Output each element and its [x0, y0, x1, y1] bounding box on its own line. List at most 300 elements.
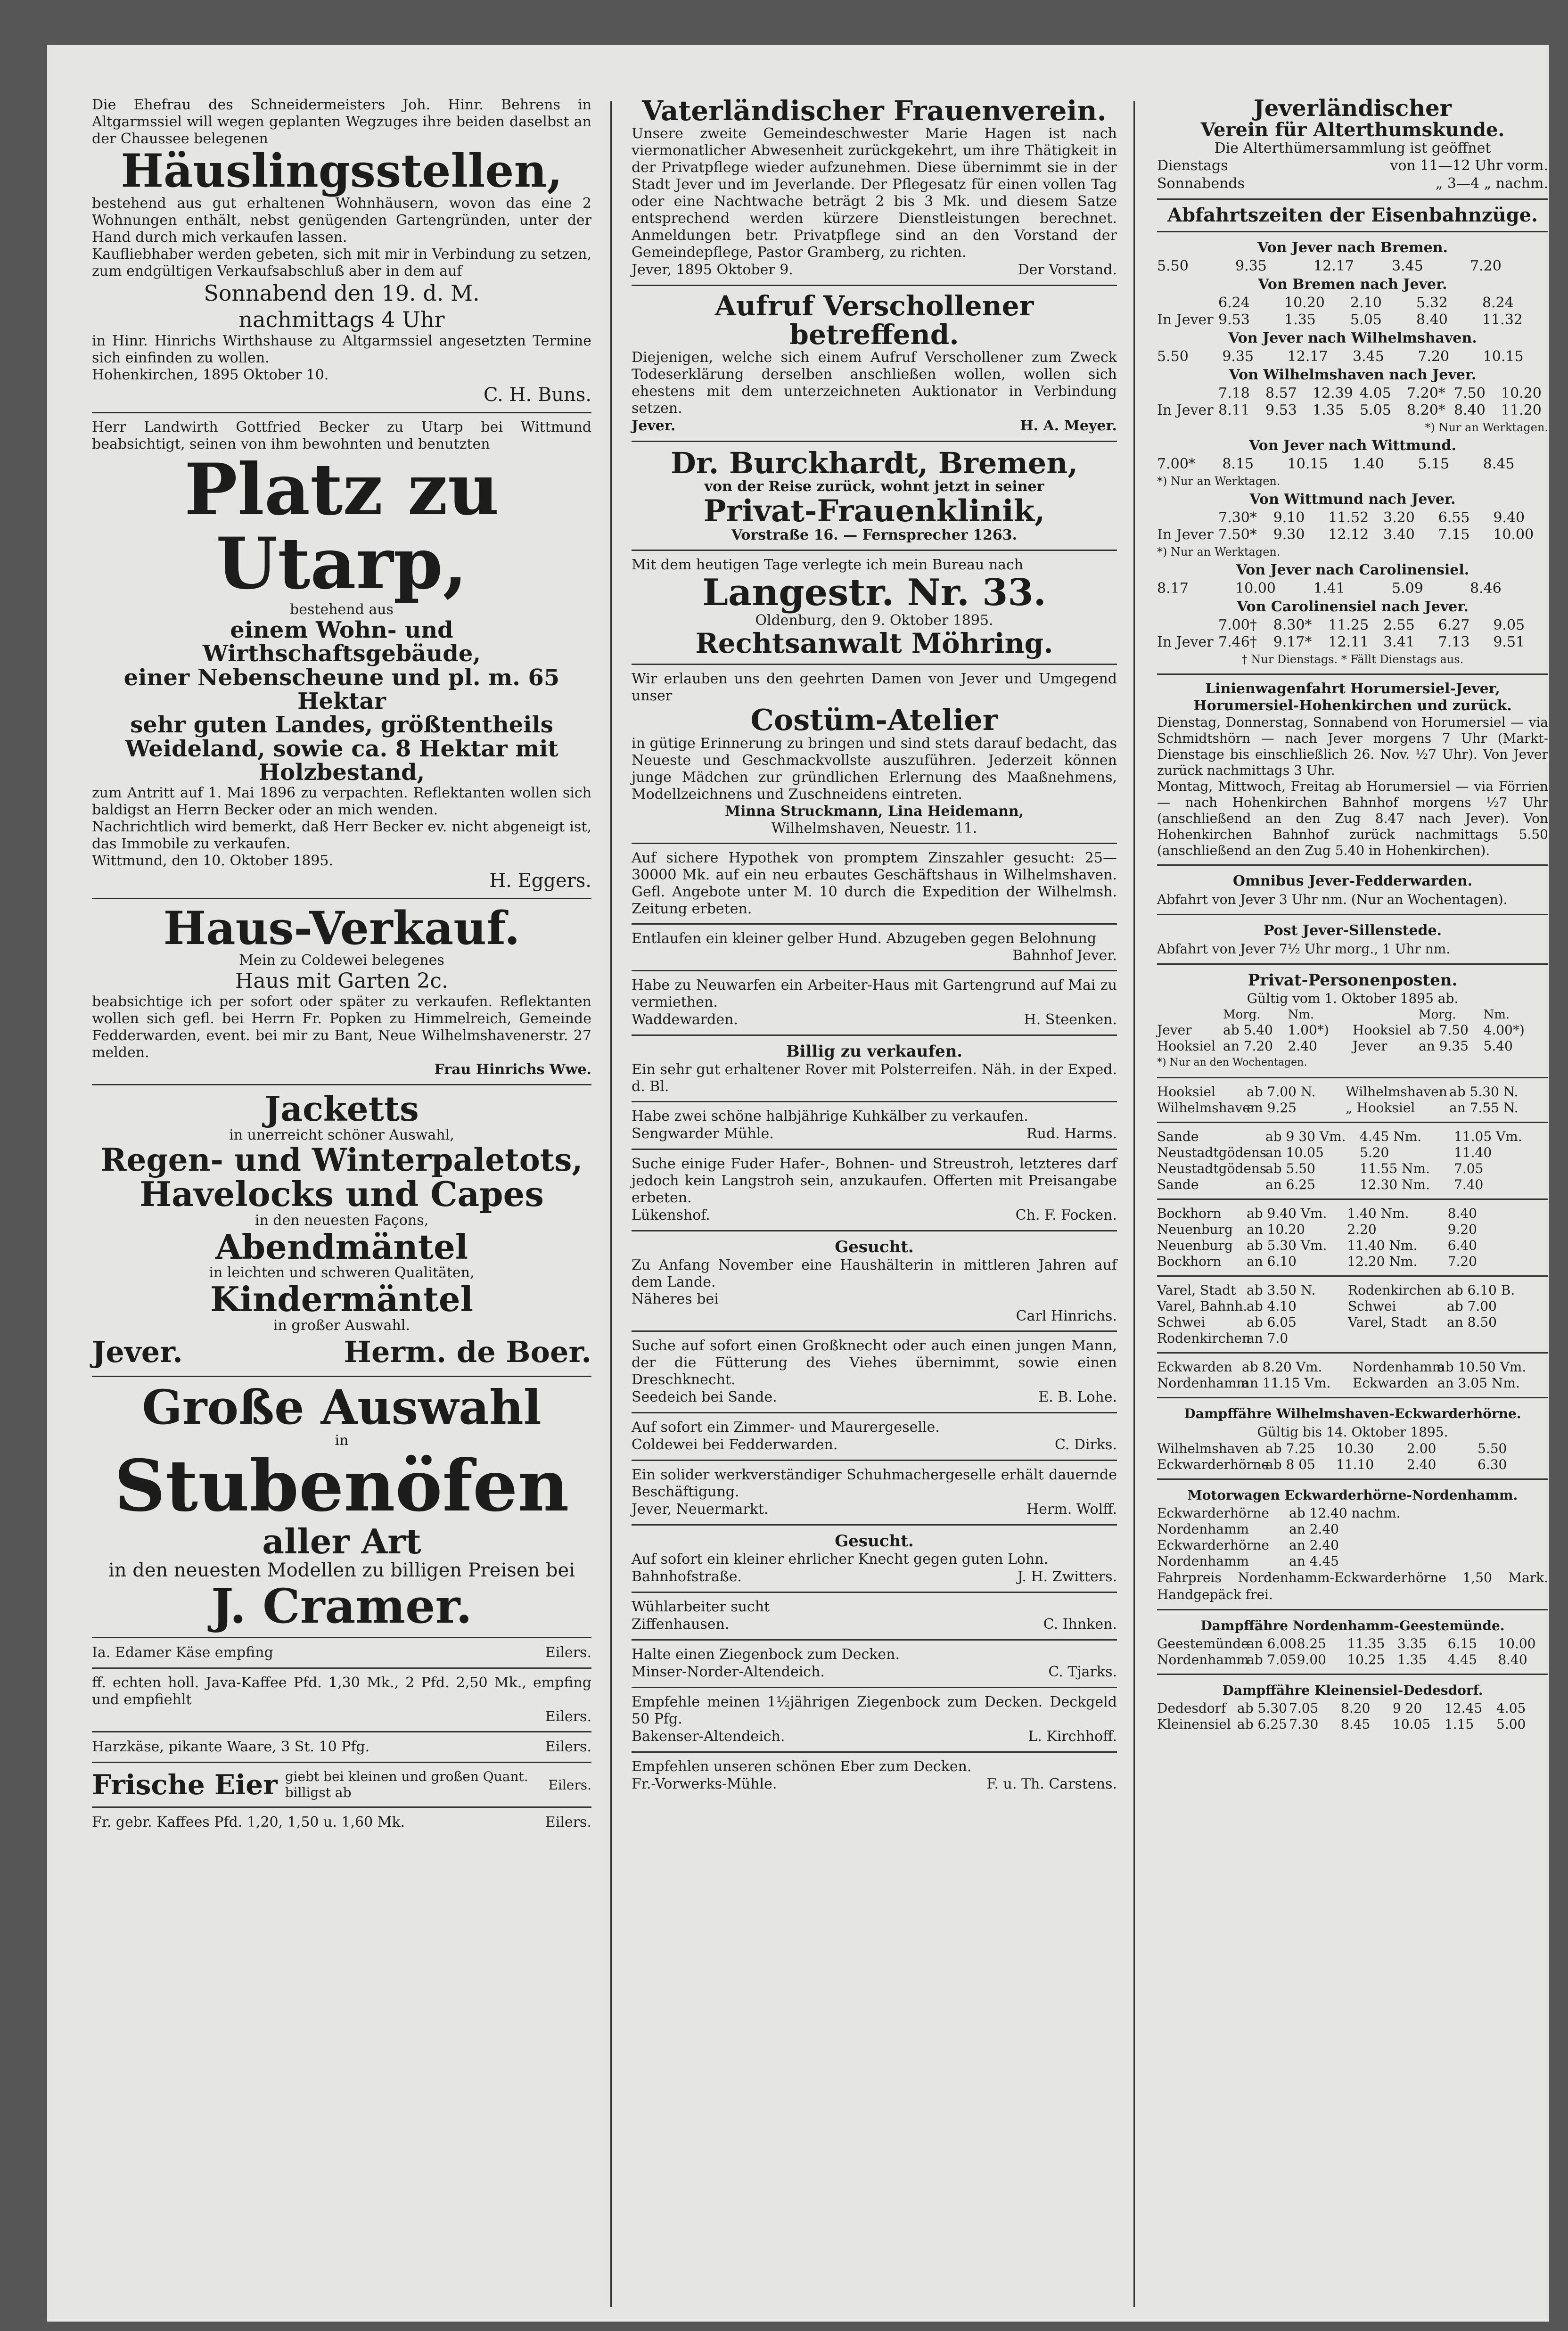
- ad-eilers-harzkaese: [92, 1738, 591, 1756]
- timetable-cell: 3.40: [1383, 526, 1415, 543]
- timetable-cell: [1157, 617, 1218, 634]
- timetable-cell: 8.57: [1265, 385, 1297, 402]
- ad-text: Näheres bei: [632, 1290, 719, 1307]
- timetable-row: [1157, 634, 1548, 651]
- ad-headline: Langestr. Nr. 33.: [702, 571, 1046, 614]
- timetable-row: [1157, 348, 1548, 365]
- timetable-row: [1157, 385, 1548, 402]
- timetable-cell: 5.50: [1478, 1441, 1507, 1457]
- timetable-cell: 12.30 Nm.: [1360, 1177, 1430, 1193]
- ad-billig-verkaufen: [632, 1042, 1117, 1095]
- timetable-cell: 5.40: [1483, 1038, 1513, 1054]
- separator: [1157, 1198, 1548, 1200]
- timetable-row: [1157, 1238, 1548, 1254]
- timetable-cell: 7.20: [1418, 348, 1450, 365]
- timetable-cell: Bockhorn: [1157, 1206, 1222, 1222]
- timetable-cell: 11.32: [1482, 312, 1523, 328]
- ad-text: Mit dem heutigen Tage verlegte ich mein Bureau nach: [632, 556, 1024, 573]
- timetable-cell: Schwei: [1157, 1314, 1206, 1330]
- timetable-cell: 8.24: [1482, 295, 1514, 312]
- timetable-cell: an 10.05: [1265, 1145, 1324, 1161]
- ad-entlaufen: [632, 930, 1117, 964]
- timetable-cell: 7.20: [1447, 1254, 1477, 1270]
- timetable-cell: 8.45: [1483, 456, 1515, 473]
- ad-text: Suche einige Fuder Hafer-, Bohnen- und Streustroh, letzteres darf jedoch kein Langstroh sein, anzukaufen. Offerten mit Preisangabe erbeten.: [632, 1155, 1117, 1206]
- ad-ziegenbock-kirchhoff: [632, 1694, 1117, 1746]
- column-divider: [1133, 101, 1135, 2307]
- ad-headline: Abendmäntel: [215, 1226, 468, 1267]
- timetable-cell: an 3.05 Nm.: [1437, 1375, 1520, 1391]
- timetable-cell: ab 6.10 B.: [1447, 1282, 1515, 1298]
- ad-headline: Haus-Verkauf.: [163, 901, 520, 955]
- timetable-note: *) Nur an den Wochentagen.: [1157, 1057, 1307, 1069]
- ad-headline: Gesucht.: [835, 1237, 914, 1256]
- ad-place: Jever, Neuermarkt.: [632, 1501, 769, 1518]
- timetable-cell: 11.40: [1454, 1145, 1492, 1161]
- separator: [1157, 673, 1548, 675]
- ad-haus-verkauf: [92, 901, 591, 1079]
- ad-signature: F. u. Th. Carstens.: [986, 1775, 1117, 1792]
- ad-signature: Eilers.: [548, 1777, 591, 1793]
- timetable-cell: an 7.55 N.: [1449, 1100, 1519, 1116]
- ad-headline: Stubenöfen: [114, 1445, 569, 1527]
- route-heading: Von Wittmund nach Jever.: [1249, 491, 1456, 508]
- timetable-cell: Nm.: [1288, 1008, 1314, 1022]
- ad-text: Diejenigen, welche sich einem Aufruf Verschollener zum Zweck Todeserklärung derselben anschließen wollen, wollen sich ehestens mit dem unterzeichneten Auktionator in Verbindung setzen.: [632, 349, 1117, 417]
- ad-address: Wilhelmshaven, Neuestr. 11.: [771, 820, 977, 837]
- timetable-cell: Eckwarderhörne: [1157, 1537, 1269, 1553]
- timetable-cell: 11.40 Nm.: [1347, 1238, 1418, 1254]
- timetable-row: [1157, 1177, 1548, 1193]
- timetable-cell: 7.18: [1218, 385, 1250, 402]
- timetable-cell: ab 3.50 N.: [1247, 1282, 1316, 1298]
- ad-place-date: Oldenburg, den 9. Oktober 1895.: [755, 612, 993, 629]
- ad-text: Habe zwei schöne halbjährige Kuhkälber zu verkaufen.: [632, 1108, 1028, 1124]
- ad-signature: Herm. de Boer.: [344, 1335, 591, 1369]
- ad-headline: aller Art: [262, 1521, 421, 1561]
- separator: [632, 550, 1117, 551]
- timetable-row: [1157, 295, 1548, 312]
- route-heading: Von Jever nach Wittmund.: [1249, 437, 1456, 454]
- ad-signature: C. Tjarks.: [1048, 1663, 1117, 1680]
- ad-text: in großer Auswahl.: [273, 1317, 410, 1334]
- ad-headline: Dr. Burckhardt, Bremen,: [670, 445, 1078, 480]
- timetable-note: *) Nur an Werktagen.: [1425, 421, 1548, 435]
- timetable-cell: 11.20: [1501, 402, 1542, 419]
- separator: [632, 1524, 1117, 1526]
- ad-signature: E. B. Lohe.: [1038, 1388, 1117, 1405]
- timetable-row: [1157, 1521, 1548, 1537]
- ad-eber: [632, 1758, 1117, 1793]
- timetable-cell: 7.20: [1470, 258, 1502, 275]
- timetable-group: [1157, 1505, 1548, 1569]
- ad-text: Abfahrt von Jever 3 Uhr nm. (Nur an Wochentagen).: [1157, 892, 1508, 908]
- ad-text: in den neuesten Façons,: [254, 1212, 429, 1229]
- timetable-cell: ab 12.40 nachm.: [1289, 1505, 1401, 1521]
- separator: [1157, 1397, 1548, 1398]
- timetable-cell: ab 5.40: [1223, 1022, 1273, 1038]
- timetable-cell: 6.15: [1447, 1636, 1477, 1652]
- timetable-cell: In Jever: [1157, 526, 1214, 543]
- separator: [1157, 231, 1548, 232]
- timetable-cell: an 7.20: [1223, 1038, 1273, 1054]
- timetable-cell: 7.13: [1438, 634, 1470, 651]
- timetable-cell: ab 4.10: [1247, 1298, 1297, 1314]
- timetable-cell: 8.40: [1498, 1652, 1527, 1668]
- timetable-cell: Eckwarderhörne: [1157, 1457, 1269, 1473]
- ad-place: Bakenser-Altendeich.: [632, 1728, 785, 1745]
- timetable-cell: 2.40: [1288, 1038, 1317, 1054]
- timetable-cell: 9.35: [1222, 348, 1254, 365]
- timetable-cell: [1353, 1007, 1419, 1022]
- timetable-cell: ab 5.50: [1265, 1161, 1315, 1177]
- timetable-cell: 7.50*: [1218, 526, 1257, 543]
- ad-address: Vorstraße 16. — Fernsprecher 1263.: [731, 526, 1018, 543]
- route-heading: Von Bremen nach Jever.: [1258, 276, 1447, 293]
- ad-arbeiter-haus: [632, 977, 1117, 1029]
- separator: [632, 441, 1117, 442]
- ad-text: Die Ehefrau des Schneidermeisters Joh. Hinr. Behrens in Altgarmssiel will wegen geplanten Wegzuges ihre beiden daselbst an der Chaussee belegenen: [92, 97, 591, 147]
- timetable-cell: 9.17*: [1273, 634, 1312, 651]
- ad-text: bestehend aus: [290, 601, 394, 618]
- timetable-group: [1157, 1636, 1548, 1668]
- timetable-cell: 11.52: [1328, 509, 1369, 526]
- timetable-cell: 8.20*: [1407, 402, 1445, 419]
- timetable-row: [1157, 1441, 1548, 1457]
- timetable-cell: Nordenhamm: [1157, 1375, 1249, 1391]
- ad-costuem-atelier: [632, 671, 1117, 837]
- ad-signature: J. H. Zwitters.: [1017, 1568, 1117, 1585]
- ad-alterthumskunde: [1157, 97, 1548, 193]
- ad-signature: Eilers.: [545, 1644, 591, 1661]
- separator: [1157, 1674, 1548, 1675]
- timetable-cell: Neustadtgödens: [1157, 1145, 1267, 1161]
- ad-kuhkaelber: [632, 1108, 1117, 1143]
- timetable-title: Privat-Personenposten.: [1248, 971, 1458, 990]
- ad-schuhmacher: [632, 1467, 1117, 1518]
- ad-headline: Vaterländischer Frauenverein.: [642, 95, 1107, 127]
- timetable-row: [1157, 1222, 1548, 1238]
- timetable-cell: ab 7.25: [1265, 1441, 1315, 1457]
- ad-place-date: Wittmund, den 10. Oktober 1895.: [92, 852, 334, 869]
- timetable-row: [1157, 1282, 1548, 1298]
- timetable-cell: 12.39: [1313, 385, 1353, 402]
- timetable-cell: 7.30*: [1218, 509, 1257, 526]
- ad-eilers-gebr-kaffee: [92, 1814, 591, 1831]
- ad-text: Ein sehr gut erhaltener Rover mit Polsterreifen. Näh. in der Exped. d. Bl.: [632, 1061, 1117, 1095]
- separator: [632, 843, 1117, 844]
- column-right: [1157, 97, 1548, 2312]
- timetable-cell: 2.00: [1407, 1441, 1437, 1457]
- timetable-cell: an 2.40: [1289, 1521, 1339, 1537]
- ad-aufruf-verschollener: [632, 289, 1117, 435]
- ad-place: Bahnhofstraße.: [632, 1568, 742, 1585]
- timetable-cell: 8.40: [1447, 1206, 1477, 1222]
- timetable-cell: 9.53: [1265, 402, 1297, 419]
- timetable-header: [1157, 1007, 1548, 1022]
- separator: [632, 1460, 1117, 1461]
- timetable-cell: ab 7.50: [1419, 1022, 1469, 1038]
- ad-headline: Kindermäntel: [210, 1279, 473, 1320]
- timetable-cell: 10.25: [1347, 1652, 1385, 1668]
- ad-place: Jever.: [632, 417, 676, 434]
- private-post-timetable: [1157, 970, 1548, 1391]
- timetable-cell: 1.15: [1445, 1716, 1474, 1732]
- ferry-wilhelmshaven: [1157, 1404, 1548, 1473]
- timetable-cell: 8.30*: [1273, 617, 1312, 634]
- timetable-cell: Wilhelmshaven: [1157, 1441, 1259, 1457]
- ad-feature: sehr guten Landes, größtentheils Weideland, sowie ca. 8 Hektar mit Holzbestand,: [125, 712, 558, 786]
- timetable-group: [1157, 1282, 1548, 1346]
- timetable-cell: Varel, Stadt: [1348, 1314, 1427, 1330]
- ad-place-date: Hohenkirchen, 1895 Oktober 10.: [92, 366, 329, 383]
- timetable-cell: 12.12: [1328, 526, 1369, 543]
- ad-headline: Aufruf Verschollener betreffend.: [714, 289, 1034, 351]
- timetable-title: Dampffähre Kleinensiel-Dedesdorf.: [1222, 1683, 1483, 1699]
- timetable-row: [1157, 456, 1548, 473]
- timetable-title: Motorwagen Eckwarderhörne-Nordenhamm.: [1187, 1487, 1518, 1503]
- ad-signature: C. Ihnken.: [1043, 1616, 1117, 1633]
- timetable-row: [1157, 1457, 1548, 1473]
- timetable-row: [1157, 1505, 1548, 1521]
- timetable-cell: 1.41: [1314, 580, 1345, 597]
- separator: [92, 1731, 591, 1732]
- ad-headline: Jacketts: [264, 1089, 419, 1129]
- ad-hypothek: Auf sichere Hypothek von promptem Zinszahler gesucht: 25—30000 Mk. auf ein neu erbautes Geschäftshaus in Wilhelmshaven. Gefl. Angebote unter M. 10 durch die Expedition der Wilhelmsh. Zeitung erbeten.: [632, 849, 1117, 917]
- timetable-cell: 8.45: [1341, 1716, 1371, 1732]
- timetable-cell: 1.40: [1352, 456, 1384, 473]
- timetable-row: [1157, 1022, 1548, 1038]
- timetable-cell: ab 9 30 Vm.: [1265, 1129, 1346, 1145]
- ad-signature: Herm. Wolff.: [1026, 1501, 1117, 1518]
- ad-eilers-kaffee: ff. echten holl. Java-Kaffee Pfd. 1,30 Mk., 2 Pfd. 2,50 Mk., empfing und empfiehlt: [92, 1674, 591, 1708]
- ad-burckhardt: [632, 445, 1117, 544]
- timetable-cell: 12.11: [1328, 634, 1369, 651]
- timetable-cell: 2.20: [1347, 1222, 1377, 1238]
- timetable-group: [1157, 1206, 1548, 1270]
- ad-text: Herr Landwirth Gottfried Becker zu Utarp bei Wittmund beabsichtigt, seinen von ihm bewohnten und benutzten: [92, 419, 591, 452]
- ad-headline: Große Auswahl: [142, 1379, 542, 1435]
- timetable-cell: 4.00*): [1483, 1022, 1525, 1038]
- timetable-row: [1157, 1359, 1548, 1375]
- ad-headline: Jeverländischer: [1254, 95, 1452, 122]
- timetable-group: [1157, 1129, 1548, 1193]
- timetable-cell: [1157, 509, 1218, 526]
- timetable-cell: 5.50: [1157, 348, 1189, 365]
- ad-place: Minser-Norder-Altendeich.: [632, 1663, 825, 1680]
- ad-wuehlarbeiter: [632, 1599, 1117, 1633]
- timetable-cell: 8.17: [1157, 580, 1189, 597]
- timetable-cell: 9.40: [1493, 509, 1525, 526]
- auction-time: nachmittags 4 Uhr: [238, 306, 445, 332]
- timetable-cell: 3.45: [1352, 348, 1384, 365]
- timetable-cell: 10.00: [1498, 1636, 1536, 1652]
- timetable-cell: ab 9.40 Vm.: [1247, 1206, 1327, 1222]
- ad-stroh: [632, 1156, 1117, 1224]
- timetable-cell: ab 5.30: [1237, 1700, 1287, 1716]
- timetable-cell: Rodenkirchen: [1157, 1330, 1251, 1346]
- ad-text: Habe zu Neuwarfen ein Arbeiter-Haus mit Gartengrund auf Mai zu vermiethen.: [632, 977, 1117, 1010]
- ad-headline: Platz zu Utarp,: [184, 448, 499, 606]
- ad-text: in gütige Erinnerung zu bringen und sind stets darauf bedacht, das Neueste und Geschmackvollste auszuführen. Jederzeit können junge Mädchen zur gründlichen Erlernung des Maaßnehmens, Modellzeichnens und Zuschneidens eintreten.: [632, 735, 1117, 803]
- ferry-geestemuende: [1157, 1616, 1548, 1668]
- timetable-cell: Jever: [1157, 1022, 1192, 1038]
- timetable-row: [1157, 258, 1548, 275]
- timetable-cell: 10.15: [1483, 348, 1524, 365]
- separator: [1157, 1352, 1548, 1354]
- separator: [632, 1149, 1117, 1150]
- separator: [632, 1592, 1117, 1593]
- ad-text: Suche auf sofort einen Großknecht oder auch einen jungen Mann, der die Fütterung des Viehes übernimmt, sowie einen Dreschknecht.: [632, 1337, 1117, 1388]
- timetable-cell: [1447, 1330, 1548, 1346]
- timetable-cell: an 9.35: [1419, 1038, 1469, 1054]
- timetable-cell: 11.05 Vm.: [1454, 1129, 1522, 1145]
- timetable-cell: 10.20: [1501, 385, 1542, 402]
- timetable-group: [1157, 1700, 1548, 1732]
- timetable-cell: 8.25: [1297, 1636, 1326, 1652]
- ad-text: Montag, Mittwoch, Freitag ab Horumersiel — via Förrien — nach Hohenkirchen Bahnhof morgens ½7 Uhr (anschließend an den Zug 8.47 nach Jever). Von Hohenkirchen Bahnhof zurück nachmittags 5.50 (anschließend an den Zug 5.40 in Hohenkirchen).: [1157, 779, 1548, 859]
- timetable-row: [1157, 1129, 1548, 1145]
- timetable-cell: Hooksiel: [1157, 1038, 1215, 1054]
- separator: [1157, 1478, 1548, 1480]
- timetable-cell: 12.17: [1287, 348, 1328, 365]
- timetable-cell: 8.20: [1341, 1700, 1371, 1716]
- timetable-cell: 5.50: [1157, 258, 1189, 275]
- ad-text: Dienstag, Donnerstag, Sonnabend von Horumersiel — via Schmidtshörn — nach Jever morgens 7 Uhr (Markt-Dienstage bis einschließlich 26. Nov. ½7 Uhr). Von Jever zurück nachmittags 3 Uhr.: [1157, 714, 1548, 779]
- separator: [1157, 914, 1548, 915]
- ad-eilers-kaese: [92, 1644, 591, 1662]
- ad-omnibus: [1157, 871, 1548, 908]
- timetable-cell: Wilhelmshaven: [1346, 1084, 1447, 1100]
- separator: [1157, 198, 1548, 200]
- ad-headline: Gesucht.: [835, 1531, 914, 1551]
- timetable-row: [1157, 1084, 1548, 1100]
- ad-text: Kaufliebhaber werden gebeten, sich mit mir in Verbindung zu setzen, zum endgültigen Verkaufsabschluß aber in dem auf: [92, 246, 591, 279]
- timetable-cell: 8.46: [1470, 580, 1502, 597]
- separator: [632, 1412, 1117, 1413]
- ad-de-boer-clothing: [92, 1091, 591, 1370]
- timetable-cell: Geestemünde: [1157, 1636, 1249, 1652]
- timetable-cell: 9.30: [1273, 526, 1305, 543]
- ad-text: Wühlarbeiter sucht: [632, 1598, 770, 1615]
- ad-text: Unsere zweite Gemeindeschwester Marie Hagen ist nach viermonatlicher Abwesenheit zurückgekehrt, um ihre Thätigkeit in der Privatpflege wieder aufzunehmen. Diese übernimmt sie in der Stadt Jever und im Jeverlande. Der Pflegesatz für einen vollen Tag oder eine Nachtwache beträgt 2 bis 3 Mk. und diesem Satze entsprechend werden kürzere Dienstleistungen berechnet. Anmeldungen betr. Privatpflege sind an den Vorstand der Gemeindepflege, Pastor Gramberg, zu richten.: [632, 125, 1117, 261]
- ad-text: Fr. gebr. Kaffees Pfd. 1,20, 1,50 u. 1,60 Mk.: [92, 1814, 405, 1831]
- ad-signature: Ch. F. Focken.: [1015, 1207, 1117, 1223]
- timetable-cell: ab 5.30 N.: [1449, 1084, 1519, 1100]
- ad-headline: Privat-Frauenklinik,: [703, 493, 1045, 529]
- opening-hours: von 11—12 Uhr vorm.: [1390, 157, 1548, 174]
- ad-signature: Minna Struckmann, Lina Heidemann,: [724, 803, 1024, 820]
- ad-text: in Hinr. Hinrichs Wirthshause zu Altgarmssiel angesetzten Termine sich einfinden zu wollen.: [92, 332, 591, 366]
- separator: [632, 664, 1117, 665]
- ad-text: in den neuesten Modellen zu billigen Preisen bei: [108, 1559, 575, 1582]
- timetable-cell: ab 7.00: [1447, 1298, 1497, 1314]
- timetable-cell: 7.46†: [1218, 634, 1257, 651]
- timetable-cell: [1157, 1007, 1223, 1022]
- ad-haeuslingsstellen: [92, 97, 591, 406]
- ad-text: Ein solider werkverständiger Schuhmachergeselle erhält dauernde Beschäftigung.: [632, 1466, 1117, 1500]
- timetable-cell: 10.00: [1235, 580, 1276, 597]
- timetable-cell: Neuenburg: [1157, 1238, 1233, 1254]
- timetable-cell: In Jever: [1157, 634, 1214, 651]
- ad-haushaelterin: [632, 1237, 1117, 1325]
- timetable-cell: 9.53: [1218, 312, 1250, 328]
- timetable-cell: Wilhelmshaven: [1157, 1100, 1259, 1116]
- newspaper-page: [47, 45, 1549, 2322]
- ad-headline: Häuslingsstellen,: [121, 144, 563, 197]
- ad-place: Ziffenhausen.: [632, 1616, 730, 1633]
- ad-headline: Costüm-Atelier: [750, 702, 998, 737]
- ad-feature: einer Nebenscheune und pl. m. 65 Hektar: [123, 664, 560, 714]
- ad-feature: einem Wohn- und Wirthschaftsgebäude,: [202, 616, 481, 667]
- timetable-cell: an 11.15 Vm.: [1242, 1375, 1331, 1391]
- separator: [1157, 1122, 1548, 1123]
- timetable-cell: 8.15: [1222, 456, 1254, 473]
- timetable-cell: Neuenburg: [1157, 1222, 1233, 1238]
- timetable-cell: Varel, Stadt: [1157, 1282, 1236, 1298]
- timetable-cell: 2.55: [1383, 617, 1415, 634]
- timetable-cell: 6.27: [1438, 617, 1470, 634]
- timetable-row: [1157, 526, 1548, 543]
- timetable-cell: 9.35: [1235, 258, 1267, 275]
- timetable-row: [1157, 1537, 1548, 1553]
- timetable-cell: 8.40: [1416, 312, 1448, 328]
- timetable-cell: Morg.: [1419, 1008, 1456, 1022]
- separator: [92, 1084, 591, 1085]
- timetable-cell: 11.35: [1347, 1636, 1385, 1652]
- timetable-row: [1157, 580, 1548, 597]
- timetable-cell: 11.10: [1336, 1457, 1374, 1473]
- timetable-cell: [1157, 385, 1218, 402]
- ad-signature: J. Cramer.: [211, 1578, 472, 1634]
- timetable-cell: 7.00†: [1218, 617, 1257, 634]
- ad-headline: Verein für Alterthumskunde.: [1200, 119, 1505, 141]
- timetable-row: [1157, 1298, 1548, 1314]
- timetable-cell: ab 8 05: [1265, 1457, 1315, 1473]
- ad-text: Empfehlen unseren schönen Eber zum Decken.: [632, 1758, 972, 1775]
- timetable-group: [1157, 1441, 1548, 1473]
- ad-text: zum Antritt auf 1. Mai 1896 zu verpachten. Reflektanten wollen sich baldigst an Herrn Becker oder an mich wenden.: [92, 784, 591, 818]
- timetable-group: [1157, 1084, 1548, 1116]
- ad-text: Die Alterthümersammlung ist geöffnet: [1214, 140, 1491, 157]
- timetable-cell: 11.25: [1328, 617, 1369, 634]
- timetable-cell: an 6.00: [1247, 1636, 1297, 1652]
- timetable-row: [1157, 1206, 1548, 1222]
- timetable-cell: an 4.45: [1289, 1553, 1339, 1569]
- separator: [92, 412, 591, 413]
- timetable-title: Abfahrtszeiten der Eisenbahnzüge.: [1167, 204, 1538, 227]
- ad-knecht: [632, 1531, 1117, 1586]
- separator: [632, 1034, 1117, 1036]
- timetable-row: [1157, 402, 1548, 419]
- timetable-cell: 4.45: [1447, 1652, 1477, 1668]
- ad-headline: Regen- und Winterpaletots,: [100, 1141, 583, 1178]
- timetable-cell: 9.00: [1297, 1652, 1326, 1668]
- timetable-cell: an 8.50: [1447, 1314, 1497, 1330]
- separator: [1157, 1609, 1548, 1610]
- timetable-cell: Jever: [1353, 1038, 1387, 1054]
- timetable-cell: Nordenhamm: [1353, 1359, 1445, 1375]
- timetable-cell: Nordenhamm: [1157, 1553, 1249, 1569]
- timetable-row: [1157, 1330, 1548, 1346]
- timetable-cell: ab 7.00 N.: [1247, 1084, 1316, 1100]
- timetable-cell: 10.20: [1284, 295, 1325, 312]
- ad-place: Lükenshof.: [632, 1207, 710, 1223]
- route-heading: Von Jever nach Bremen.: [1257, 239, 1448, 256]
- timetable-cell: 9 20: [1393, 1700, 1422, 1716]
- ad-signature: H. Eggers.: [489, 870, 591, 892]
- ad-post-sillenstede: [1157, 921, 1548, 958]
